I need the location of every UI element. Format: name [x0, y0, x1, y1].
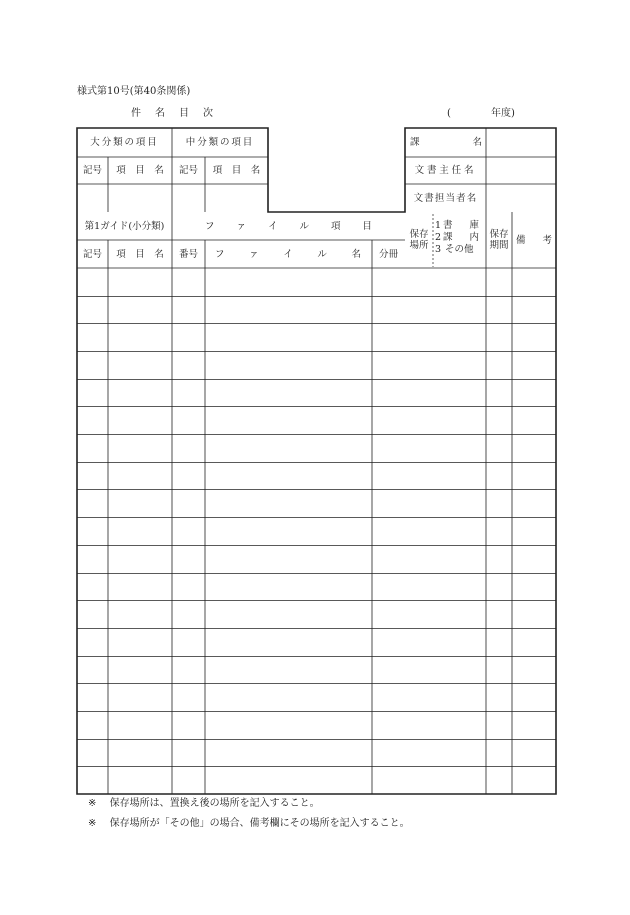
section-name-label	[410, 128, 482, 157]
title-char-2: 名	[155, 108, 165, 119]
note-mark: ※	[88, 818, 97, 829]
storage-location-options	[435, 220, 481, 256]
document-chief-label: 文書主任名	[414, 165, 477, 176]
file-item-char-3: イ	[267, 220, 278, 232]
remarks-char-1: 備	[516, 234, 526, 246]
note-text: 保存場所は、置換え後の場所を記入すること。	[109, 798, 320, 809]
location-option-other	[435, 244, 481, 256]
middle-code-label: 記号	[178, 165, 198, 176]
retention-period-line-2: 期間	[489, 240, 509, 251]
major-code-label: 記号	[82, 165, 102, 176]
major-category-header: 大分類の項目	[90, 137, 159, 148]
note-mark: ※	[88, 798, 97, 809]
major-item-name-label: 項 目 名	[116, 165, 164, 176]
storage-location-label	[405, 212, 433, 268]
location-option-number: 3	[435, 244, 442, 255]
file-name-char-3: イ	[283, 248, 293, 260]
file-name-char-2: ァ	[249, 248, 259, 260]
location-option-number: 1	[435, 220, 442, 231]
note-2	[88, 818, 410, 830]
location-option-section	[435, 232, 481, 244]
file-item-char-6: 目	[362, 220, 372, 232]
middle-category-header: 中分類の項目	[185, 137, 255, 148]
file-item-char-2: ァ	[236, 220, 246, 232]
file-name-char-1: フ	[215, 248, 225, 260]
section-char-2: 名	[472, 137, 482, 148]
location-option-char: 庫	[469, 220, 479, 231]
guide-code-label: 記号	[82, 248, 102, 260]
file-item-char-4: ル	[299, 220, 309, 232]
year-suffix: 年度)	[491, 108, 515, 119]
first-guide-header: 第1ガイド(小分類)	[84, 220, 165, 232]
location-option-number: 2	[435, 232, 442, 243]
title-char-3: 目	[179, 108, 189, 119]
form-label: 様式第10号(第40条関係)	[77, 86, 191, 97]
note-text: 保存場所が「その他」の場合、備考欄にその場所を記入すること。	[109, 818, 410, 829]
number-label: 番号	[178, 248, 198, 260]
section-char-1: 課	[410, 137, 420, 148]
title-char-4: 次	[203, 108, 213, 119]
guide-item-name-label: 項 目 名	[116, 248, 164, 260]
file-item-char-1: フ	[205, 220, 215, 232]
file-item-char-5: 項	[330, 220, 341, 232]
location-option-archive	[435, 220, 481, 232]
file-name-char-4: ル	[317, 248, 327, 260]
file-item-header	[205, 212, 372, 240]
year-open-paren: (	[447, 108, 451, 119]
storage-location-line-1: 保存	[409, 229, 429, 240]
location-option-char: 書	[443, 220, 453, 231]
file-name-header	[215, 240, 361, 268]
retention-period-label	[486, 212, 512, 268]
remarks-label	[516, 212, 552, 268]
middle-item-name-label: 項 目 名	[212, 165, 261, 176]
title-char-1: 件	[131, 108, 141, 119]
remarks-char-2: 考	[542, 234, 552, 246]
retention-period-line-1: 保存	[489, 229, 509, 240]
location-option-char: 内	[469, 232, 479, 243]
file-name-char-5: 名	[351, 248, 361, 260]
location-option-char: その他	[445, 244, 474, 255]
storage-location-line-2: 場所	[409, 240, 429, 251]
note-1	[88, 798, 320, 810]
volume-label: 分冊	[378, 248, 398, 260]
document-person-label: 文書担当者名	[413, 192, 478, 204]
location-option-char: 課	[443, 232, 453, 243]
